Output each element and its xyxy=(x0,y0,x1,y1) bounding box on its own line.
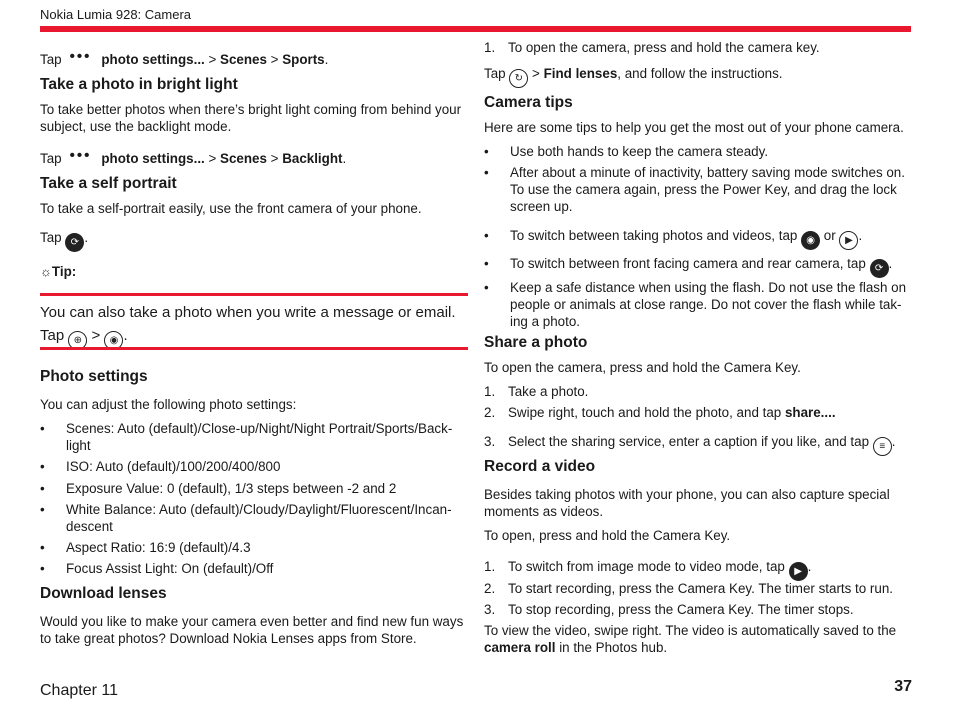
lenses-icon: ↻ xyxy=(509,69,528,88)
header-rule xyxy=(40,26,911,32)
view-video-text: To view the video, swipe right. The video is automatically saved to the camera roll in the Photos hub. xyxy=(484,623,897,655)
camera-icon: ◉ xyxy=(801,231,820,250)
tap-front-camera-instruction: Tap ⟳ . xyxy=(40,229,468,252)
download-lenses-heading: Download lenses xyxy=(40,585,167,602)
self-portrait-heading: Take a self portrait xyxy=(40,175,177,192)
page-number: 37 xyxy=(894,678,912,695)
tap-backlight-instruction: Tap ••• photo settings... > Scenes > Backlight. xyxy=(40,147,347,166)
chapter-label: Chapter 11 xyxy=(40,682,118,699)
page-header-title: Nokia Lumia 928: Camera xyxy=(40,7,192,22)
bright-light-heading: Take a photo in bright light xyxy=(40,76,238,93)
tip-tap-instruction: Tap ⊕ > ◉ . xyxy=(40,324,468,350)
more-dots-icon: ••• xyxy=(69,147,92,164)
share-photo-heading: Share a photo xyxy=(484,334,588,351)
record-video-open: To open, press and hold the Camera Key. xyxy=(484,528,731,543)
self-portrait-text: To take a self-portrait easily, use the front camera of your phone. xyxy=(40,201,422,216)
record-video-intro: Besides taking photos with your phone, you can also capture special moments as videos. xyxy=(484,487,890,519)
bright-light-text: To take better photos when there’s bright light coming from behind your subject, use the backlight mode. xyxy=(40,102,462,134)
lightbulb-icon: ☼ xyxy=(40,264,52,279)
tip-text: You can also take a photo when you write a message or email. xyxy=(40,304,456,321)
photo-settings-intro: You can adjust the following photo settings: xyxy=(40,397,297,412)
attach-icon: ⊕ xyxy=(68,331,87,350)
camera-tips-heading: Camera tips xyxy=(484,94,573,111)
photo-settings-heading: Photo settings xyxy=(40,368,148,385)
camera-icon: ◉ xyxy=(104,331,123,350)
front-camera-icon: ⟳ xyxy=(870,259,889,278)
tap-sports-instruction: Tap ••• photo settings... > Scenes > Sports. xyxy=(40,48,329,67)
camera-tips-intro: Here are some tips to help you get the most out of your phone camera. xyxy=(484,120,904,135)
find-lenses-instruction: Tap ↻ > Find lenses, and follow the instructions. xyxy=(484,65,912,88)
video-camera-icon: ▶ xyxy=(789,562,808,581)
send-icon: ≡ xyxy=(873,437,892,456)
front-camera-icon: ⟳ xyxy=(65,233,84,252)
tip-label: ☼Tip: xyxy=(40,264,77,279)
download-lenses-text: Would you like to make your camera even better and find new fun ways to take great photos? Download Nokia Lenses apps from Store. xyxy=(40,614,464,646)
more-dots-icon: ••• xyxy=(69,48,92,65)
tip-top-rule xyxy=(40,293,468,296)
share-photo-intro: To open the camera, press and hold the Camera Key. xyxy=(484,360,801,375)
tip-bottom-rule xyxy=(40,347,468,350)
video-camera-icon: ▶ xyxy=(839,231,858,250)
record-video-heading: Record a video xyxy=(484,458,596,475)
tip-box xyxy=(40,301,468,350)
